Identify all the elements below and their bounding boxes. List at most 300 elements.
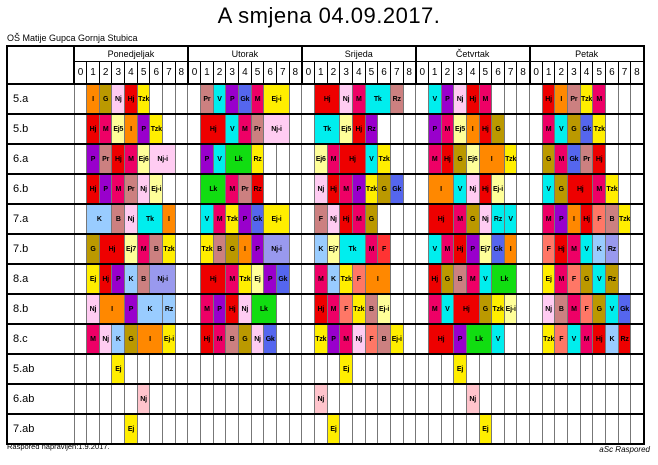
lesson-cell: V bbox=[593, 264, 606, 294]
lesson-cell: Pr bbox=[99, 144, 112, 174]
lesson-cell: F bbox=[542, 234, 555, 264]
empty-cell bbox=[277, 294, 290, 324]
lesson-cell: Hj bbox=[542, 84, 555, 114]
class-row bbox=[7, 294, 644, 324]
empty-cell bbox=[163, 414, 176, 444]
empty-cell bbox=[631, 234, 644, 264]
lesson-cell: Rz bbox=[606, 264, 619, 294]
empty-cell bbox=[454, 414, 467, 444]
empty-cell bbox=[289, 354, 302, 384]
empty-cell bbox=[504, 84, 517, 114]
empty-cell bbox=[568, 384, 581, 414]
empty-cell bbox=[530, 384, 543, 414]
lesson-cell: Rz bbox=[251, 144, 264, 174]
lesson-cell: Ej6 bbox=[137, 144, 150, 174]
empty-cell bbox=[277, 354, 290, 384]
lesson-cell: B bbox=[378, 324, 391, 354]
empty-cell bbox=[631, 414, 644, 444]
lesson-cell: Hj bbox=[340, 204, 353, 234]
lesson-cell: Rz bbox=[618, 324, 631, 354]
lesson-cell: Rz bbox=[606, 234, 619, 264]
empty-cell bbox=[378, 114, 391, 144]
empty-cell bbox=[163, 84, 176, 114]
lesson-cell: Tzk bbox=[618, 204, 631, 234]
lesson-cell: M bbox=[251, 84, 264, 114]
empty-cell bbox=[403, 264, 416, 294]
empty-cell bbox=[175, 144, 188, 174]
lesson-cell: G bbox=[492, 114, 505, 144]
period-header: 5 bbox=[137, 62, 150, 85]
lesson-cell: Nj bbox=[239, 294, 252, 324]
empty-cell bbox=[302, 174, 315, 204]
lesson-cell: Hj bbox=[593, 324, 606, 354]
empty-cell bbox=[239, 384, 252, 414]
period-header: 4 bbox=[239, 62, 252, 85]
period-header: 3 bbox=[226, 62, 239, 85]
lesson-cell: Tzk bbox=[492, 294, 505, 324]
empty-cell bbox=[87, 414, 100, 444]
empty-cell bbox=[416, 414, 429, 444]
lesson-cell: B bbox=[454, 264, 467, 294]
empty-cell bbox=[403, 204, 416, 234]
lesson-cell: P bbox=[213, 294, 226, 324]
empty-cell bbox=[87, 354, 100, 384]
lesson-cell: Hj bbox=[555, 234, 568, 264]
period-header: 0 bbox=[302, 62, 315, 85]
period-header: 4 bbox=[352, 62, 365, 85]
empty-cell bbox=[289, 264, 302, 294]
empty-cell bbox=[618, 234, 631, 264]
lesson-cell: P bbox=[99, 174, 112, 204]
lesson-cell: Pr bbox=[580, 144, 593, 174]
lesson-cell: P bbox=[251, 234, 264, 264]
lesson-cell: I bbox=[466, 114, 479, 144]
empty-cell bbox=[492, 384, 505, 414]
period-header: 2 bbox=[441, 62, 454, 85]
lesson-cell: M bbox=[226, 264, 239, 294]
lesson-cell: Ej7 bbox=[479, 234, 492, 264]
lesson-cell: P bbox=[239, 204, 252, 234]
period-header: 8 bbox=[289, 62, 302, 85]
empty-cell bbox=[580, 354, 593, 384]
period-header: 1 bbox=[428, 62, 441, 85]
empty-cell bbox=[530, 204, 543, 234]
lesson-cell: K bbox=[112, 324, 125, 354]
lesson-cell: M bbox=[352, 204, 365, 234]
empty-cell bbox=[302, 144, 315, 174]
lesson-cell: V bbox=[201, 204, 214, 234]
empty-cell bbox=[302, 204, 315, 234]
lesson-cell: Ej5 bbox=[454, 114, 467, 144]
lesson-cell: Ej-i bbox=[504, 294, 517, 324]
empty-cell bbox=[74, 354, 87, 384]
empty-cell bbox=[492, 84, 505, 114]
empty-cell bbox=[150, 84, 163, 114]
empty-cell bbox=[606, 144, 619, 174]
period-header: 6 bbox=[150, 62, 163, 85]
lesson-cell: Ej bbox=[87, 264, 100, 294]
lesson-cell: Nj bbox=[137, 174, 150, 204]
lesson-cell: K bbox=[606, 324, 619, 354]
lesson-cell: P bbox=[352, 174, 365, 204]
empty-cell bbox=[99, 354, 112, 384]
empty-cell bbox=[517, 414, 530, 444]
empty-cell bbox=[517, 204, 530, 234]
empty-cell bbox=[378, 414, 391, 444]
empty-cell bbox=[390, 264, 403, 294]
empty-cell bbox=[327, 354, 340, 384]
lesson-cell: M bbox=[428, 294, 441, 324]
period-header: 2 bbox=[327, 62, 340, 85]
lesson-cell: K bbox=[87, 204, 112, 234]
empty-cell bbox=[517, 114, 530, 144]
lesson-cell: M bbox=[454, 204, 467, 234]
empty-cell bbox=[264, 144, 277, 174]
class-row bbox=[7, 414, 644, 444]
empty-cell bbox=[416, 204, 429, 234]
empty-cell bbox=[289, 414, 302, 444]
lesson-cell: M bbox=[428, 144, 441, 174]
empty-cell bbox=[352, 414, 365, 444]
lesson-cell: I bbox=[555, 84, 568, 114]
lesson-cell: Hj bbox=[314, 294, 327, 324]
lesson-cell: M bbox=[112, 174, 125, 204]
lesson-cell: G bbox=[466, 204, 479, 234]
empty-cell bbox=[441, 384, 454, 414]
lesson-cell: V bbox=[580, 234, 593, 264]
empty-cell bbox=[606, 384, 619, 414]
period-header: 1 bbox=[314, 62, 327, 85]
empty-cell bbox=[213, 384, 226, 414]
lesson-cell: G bbox=[99, 84, 112, 114]
lesson-cell: Ej bbox=[340, 354, 353, 384]
empty-cell bbox=[542, 414, 555, 444]
empty-cell bbox=[504, 174, 517, 204]
empty-cell bbox=[302, 84, 315, 114]
period-header: 6 bbox=[606, 62, 619, 85]
empty-cell bbox=[390, 234, 403, 264]
empty-cell bbox=[175, 264, 188, 294]
empty-cell bbox=[530, 264, 543, 294]
footer-brand-text: aSc Raspored bbox=[599, 445, 650, 454]
lesson-cell: Ej bbox=[125, 414, 138, 444]
lesson-cell: Hj bbox=[428, 324, 453, 354]
empty-cell bbox=[416, 114, 429, 144]
empty-cell bbox=[542, 384, 555, 414]
empty-cell bbox=[454, 384, 467, 414]
lesson-cell: M bbox=[137, 234, 150, 264]
empty-cell bbox=[314, 354, 327, 384]
empty-cell bbox=[530, 174, 543, 204]
lesson-cell: Tzk bbox=[606, 174, 619, 204]
period-header: 0 bbox=[188, 62, 201, 85]
lesson-cell: M bbox=[555, 264, 568, 294]
empty-cell bbox=[416, 294, 429, 324]
empty-cell bbox=[226, 354, 239, 384]
lesson-cell: Rz bbox=[390, 84, 403, 114]
empty-cell bbox=[188, 84, 201, 114]
empty-cell bbox=[441, 354, 454, 384]
period-header: 8 bbox=[403, 62, 416, 85]
lesson-cell: M bbox=[125, 144, 138, 174]
day-header: Četvrtak bbox=[416, 46, 530, 62]
empty-cell bbox=[378, 204, 391, 234]
empty-cell bbox=[555, 414, 568, 444]
lesson-cell: Hj bbox=[441, 144, 454, 174]
lesson-cell: Ej6 bbox=[466, 144, 479, 174]
empty-cell bbox=[125, 354, 138, 384]
lesson-cell: V bbox=[555, 114, 568, 144]
lesson-cell: Hj bbox=[568, 174, 593, 204]
lesson-cell: Ej7 bbox=[327, 234, 340, 264]
period-header: 1 bbox=[87, 62, 100, 85]
empty-cell bbox=[188, 384, 201, 414]
empty-cell bbox=[74, 114, 87, 144]
lesson-cell: Ej7 bbox=[125, 234, 138, 264]
lesson-cell: V bbox=[365, 144, 378, 174]
lesson-cell: G bbox=[479, 294, 492, 324]
lesson-cell: P bbox=[226, 84, 239, 114]
empty-cell bbox=[213, 354, 226, 384]
period-header: 8 bbox=[175, 62, 188, 85]
empty-cell bbox=[289, 294, 302, 324]
empty-cell bbox=[542, 354, 555, 384]
empty-cell bbox=[340, 414, 353, 444]
lesson-cell: P bbox=[137, 114, 150, 144]
lesson-cell: V bbox=[441, 294, 454, 324]
empty-cell bbox=[606, 114, 619, 144]
empty-cell bbox=[631, 384, 644, 414]
lesson-cell: Tzk bbox=[340, 264, 353, 294]
lesson-cell: G bbox=[441, 264, 454, 294]
empty-cell bbox=[175, 354, 188, 384]
empty-cell bbox=[289, 174, 302, 204]
lesson-cell: G bbox=[580, 264, 593, 294]
empty-cell bbox=[289, 144, 302, 174]
lesson-cell: M bbox=[441, 114, 454, 144]
lesson-cell: Ej-i bbox=[163, 324, 176, 354]
lesson-cell: B bbox=[213, 234, 226, 264]
lesson-cell: Tk bbox=[365, 84, 390, 114]
lesson-cell: M bbox=[239, 114, 252, 144]
empty-cell bbox=[428, 414, 441, 444]
empty-cell bbox=[365, 354, 378, 384]
lesson-cell: F bbox=[580, 294, 593, 324]
lesson-cell: B bbox=[226, 324, 239, 354]
empty-cell bbox=[466, 354, 479, 384]
lesson-cell: G bbox=[542, 144, 555, 174]
lesson-cell: Ej bbox=[251, 264, 264, 294]
lesson-cell: G bbox=[378, 174, 391, 204]
empty-cell bbox=[631, 264, 644, 294]
empty-cell bbox=[125, 384, 138, 414]
lesson-cell: Ej-i bbox=[492, 174, 505, 204]
lesson-cell: Hj bbox=[580, 204, 593, 234]
empty-cell bbox=[302, 114, 315, 144]
empty-cell bbox=[251, 414, 264, 444]
lesson-cell: Hj bbox=[428, 204, 453, 234]
empty-cell bbox=[289, 204, 302, 234]
lesson-cell: Hj bbox=[201, 264, 226, 294]
empty-cell bbox=[618, 174, 631, 204]
lesson-cell: Rz bbox=[365, 114, 378, 144]
lesson-cell: P bbox=[87, 144, 100, 174]
empty-cell bbox=[631, 204, 644, 234]
lesson-cell: M bbox=[580, 324, 593, 354]
lesson-cell: Lk bbox=[201, 174, 226, 204]
empty-cell bbox=[378, 384, 391, 414]
empty-cell bbox=[302, 294, 315, 324]
lesson-cell: B bbox=[137, 264, 150, 294]
lesson-cell: I bbox=[137, 324, 162, 354]
period-header: 5 bbox=[251, 62, 264, 85]
lesson-cell: G bbox=[365, 204, 378, 234]
empty-cell bbox=[201, 354, 214, 384]
period-header: 3 bbox=[568, 62, 581, 85]
empty-cell bbox=[492, 354, 505, 384]
lesson-cell: I bbox=[428, 174, 453, 204]
lesson-cell: G bbox=[239, 324, 252, 354]
empty-cell bbox=[606, 84, 619, 114]
lesson-cell: Tzk bbox=[352, 294, 365, 324]
class-row bbox=[7, 204, 644, 234]
class-row bbox=[7, 174, 644, 204]
empty-cell bbox=[289, 234, 302, 264]
period-header: 3 bbox=[112, 62, 125, 85]
class-row bbox=[7, 234, 644, 264]
lesson-cell: I bbox=[239, 234, 252, 264]
lesson-cell: Tzk bbox=[593, 114, 606, 144]
lesson-cell: V bbox=[226, 114, 239, 144]
lesson-cell: V bbox=[428, 234, 441, 264]
empty-cell bbox=[74, 414, 87, 444]
empty-cell bbox=[264, 354, 277, 384]
period-header: 2 bbox=[555, 62, 568, 85]
lesson-cell: I bbox=[479, 144, 504, 174]
empty-cell bbox=[378, 354, 391, 384]
lesson-cell: B bbox=[150, 234, 163, 264]
lesson-cell: Hj bbox=[428, 264, 441, 294]
empty-cell bbox=[530, 414, 543, 444]
period-header: 5 bbox=[365, 62, 378, 85]
lesson-cell: M bbox=[479, 84, 492, 114]
empty-cell bbox=[517, 294, 530, 324]
empty-cell bbox=[150, 354, 163, 384]
period-header: 4 bbox=[125, 62, 138, 85]
empty-cell bbox=[618, 264, 631, 294]
lesson-cell: P bbox=[264, 264, 277, 294]
lesson-cell: G bbox=[226, 234, 239, 264]
lesson-cell: Tzk bbox=[226, 204, 239, 234]
lesson-cell: K bbox=[593, 234, 606, 264]
lesson-cell: Nj bbox=[466, 384, 479, 414]
empty-cell bbox=[175, 324, 188, 354]
lesson-cell: M bbox=[352, 84, 365, 114]
class-label: 8.a bbox=[7, 264, 74, 294]
empty-cell bbox=[403, 414, 416, 444]
empty-cell bbox=[580, 414, 593, 444]
empty-cell bbox=[277, 324, 290, 354]
lesson-cell: M bbox=[87, 324, 100, 354]
empty-cell bbox=[314, 414, 327, 444]
empty-cell bbox=[530, 144, 543, 174]
lesson-cell: M bbox=[226, 174, 239, 204]
empty-cell bbox=[277, 174, 290, 204]
empty-cell bbox=[251, 384, 264, 414]
empty-cell bbox=[175, 174, 188, 204]
lesson-cell: Gk bbox=[568, 144, 581, 174]
empty-cell bbox=[74, 84, 87, 114]
empty-cell bbox=[365, 414, 378, 444]
empty-cell bbox=[175, 384, 188, 414]
lesson-cell: F bbox=[352, 264, 365, 294]
empty-cell bbox=[175, 294, 188, 324]
lesson-cell: Pr bbox=[125, 174, 138, 204]
period-header: 0 bbox=[74, 62, 87, 85]
empty-cell bbox=[530, 294, 543, 324]
lesson-cell: I bbox=[504, 234, 517, 264]
lesson-cell: F bbox=[365, 324, 378, 354]
empty-cell bbox=[390, 354, 403, 384]
lesson-cell: I bbox=[365, 264, 390, 294]
empty-cell bbox=[365, 384, 378, 414]
empty-cell bbox=[517, 324, 530, 354]
empty-cell bbox=[74, 174, 87, 204]
lesson-cell: Ej-i bbox=[390, 324, 403, 354]
period-header: 1 bbox=[542, 62, 555, 85]
empty-cell bbox=[390, 114, 403, 144]
empty-cell bbox=[416, 324, 429, 354]
empty-cell bbox=[517, 354, 530, 384]
empty-cell bbox=[112, 384, 125, 414]
empty-cell bbox=[504, 384, 517, 414]
empty-cell bbox=[264, 414, 277, 444]
lesson-cell: F bbox=[568, 264, 581, 294]
lesson-cell: Tzk bbox=[580, 84, 593, 114]
lesson-cell: Hj bbox=[454, 294, 479, 324]
lesson-cell: G bbox=[568, 114, 581, 144]
day-header: Utorak bbox=[188, 46, 302, 62]
lesson-cell: Tzk bbox=[314, 324, 327, 354]
period-header: 0 bbox=[416, 62, 429, 85]
lesson-cell: Nj bbox=[479, 204, 492, 234]
lesson-cell: Hj bbox=[201, 114, 226, 144]
empty-cell bbox=[99, 414, 112, 444]
lesson-cell: M bbox=[568, 234, 581, 264]
lesson-cell: Pr bbox=[201, 84, 214, 114]
lesson-cell: Tzk bbox=[504, 144, 517, 174]
lesson-cell: I bbox=[99, 294, 124, 324]
lesson-cell: V bbox=[454, 174, 467, 204]
empty-cell bbox=[390, 144, 403, 174]
empty-cell bbox=[302, 414, 315, 444]
lesson-cell: M bbox=[314, 264, 327, 294]
lesson-cell: Ej-i bbox=[150, 174, 163, 204]
empty-cell bbox=[137, 354, 150, 384]
empty-cell bbox=[87, 384, 100, 414]
lesson-cell: Nj bbox=[327, 204, 340, 234]
lesson-cell: Gk bbox=[580, 114, 593, 144]
lesson-cell: Gk bbox=[277, 264, 290, 294]
empty-cell bbox=[175, 204, 188, 234]
class-label: 6.a bbox=[7, 144, 74, 174]
empty-cell bbox=[264, 384, 277, 414]
lesson-cell: P bbox=[466, 234, 479, 264]
day-header: Petak bbox=[530, 46, 644, 62]
empty-cell bbox=[150, 384, 163, 414]
lesson-cell: Tzk bbox=[137, 84, 150, 114]
empty-cell bbox=[264, 174, 277, 204]
